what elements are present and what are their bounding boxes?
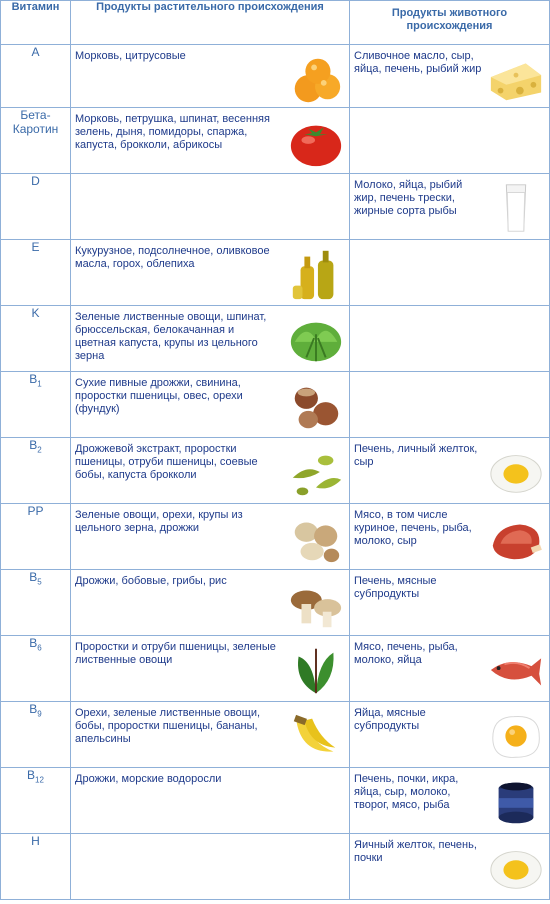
- vitamin-cell: [1, 240, 71, 306]
- animal-products-text: Сливочное масло, сыр, яйца, печень, рыбий жир: [354, 50, 482, 75]
- vitamin-subscript: 5: [37, 577, 42, 587]
- header-plant: Продукты растительного происхождения: [71, 1, 350, 45]
- animal-cell: [350, 45, 550, 108]
- animal-cell: [350, 834, 550, 900]
- vitamin-subscript: 9: [37, 709, 42, 719]
- mushrooms-icon: [287, 576, 345, 632]
- table-row: [1, 768, 550, 834]
- vitamin-name: K: [31, 306, 40, 320]
- plant-products-text: Морковь, петрушка, шпинат, весенняя зелень, дыня, помидоры, спаржа, капуста, брокколи, абрикосы: [75, 113, 270, 151]
- animal-cell: [350, 372, 550, 438]
- table-row: [1, 45, 550, 108]
- soybeans-icon: [287, 444, 345, 500]
- plant-products-text: [71, 174, 349, 179]
- animal-products-text: Мясо, в том числе куриное, печень, рыба, молоко, сыр: [354, 509, 472, 547]
- animal-cell: [350, 240, 550, 306]
- table-row: [1, 570, 550, 636]
- boiled-egg-icon: [487, 444, 545, 500]
- plant-cell: [71, 504, 350, 570]
- table-body: [1, 45, 550, 900]
- animal-products-text: [350, 240, 549, 245]
- vitamin-subscript: 1: [37, 379, 42, 389]
- nuts-mix-icon: [287, 510, 345, 566]
- vitamin-cell: [1, 306, 71, 372]
- animal-cell: [350, 174, 550, 240]
- animal-products-text: Печень, мясные субпродукты: [354, 575, 437, 600]
- spinach-icon: [287, 642, 345, 698]
- vitamin-name: D: [31, 174, 40, 188]
- plant-products-text: Зеленые лиственные овощи, шпинат, брюссельская, белокачанная и цветная капуста, крупы из цельного зерна: [75, 311, 267, 362]
- table-row: [1, 702, 550, 768]
- animal-products-text: Мясо, печень, рыба, молоко, яйца: [354, 641, 458, 666]
- animal-products-text: Яичный желток, печень, почки: [354, 839, 477, 864]
- vitamin-subscript: 2: [37, 445, 42, 455]
- vitamin-name: B: [29, 372, 38, 386]
- milk-glass-icon: [487, 180, 545, 236]
- vitamin-cell: [1, 570, 71, 636]
- animal-products-text: Яйца, мясные субпродукты: [354, 707, 426, 732]
- plant-cell: [71, 570, 350, 636]
- animal-cell: [350, 768, 550, 834]
- animal-cell: [350, 636, 550, 702]
- vitamin-name: H: [31, 834, 40, 848]
- plant-products-text: Зеленые овощи, орехи, крупы из цельного зерна, дрожжи: [75, 509, 243, 534]
- plant-products-text: Сухие пивные дрожжи, свинина, проростки пшеницы, овес, орехи (фундук): [75, 377, 243, 415]
- vitamin-cell: [1, 636, 71, 702]
- plant-products-text: [71, 834, 349, 839]
- plant-products-text: Дрожжевой экстракт, проростки пшеницы, отруби пшеницы, соевые бобы, капуста брокколи: [75, 443, 258, 481]
- ham-icon: [487, 510, 545, 566]
- table-row: [1, 834, 550, 900]
- oranges-icon: [287, 51, 345, 107]
- plant-products-text: Дрожжи, морские водоросли: [75, 773, 222, 785]
- table-row: [1, 438, 550, 504]
- animal-cell: [350, 504, 550, 570]
- vitamin-name: E: [31, 240, 40, 254]
- header-row: [1, 1, 550, 45]
- plant-cell: [71, 768, 350, 834]
- vitamin-subscript: 12: [35, 775, 44, 785]
- animal-cell: [350, 306, 550, 372]
- animal-cell: [350, 108, 550, 174]
- plant-cell: [71, 636, 350, 702]
- animal-products-text: Печень, почки, икра, яйца, сыр, молоко, творог, мясо, рыба: [354, 773, 459, 811]
- vitamin-name: Бета-Каротин: [12, 108, 59, 136]
- header-animal: Продукты животного происхождения: [350, 1, 550, 45]
- table-row: [1, 636, 550, 702]
- vitamin-cell: [1, 372, 71, 438]
- vitamin-name: B: [29, 438, 38, 452]
- table-row: [1, 108, 550, 174]
- animal-products-text: [350, 306, 549, 311]
- vitamin-name: B: [29, 570, 38, 584]
- plant-cell: [71, 108, 350, 174]
- animal-products-text: [350, 372, 549, 377]
- banana-icon: [287, 708, 345, 764]
- vitamin-cell: [1, 702, 71, 768]
- vitamin-name: B: [29, 702, 38, 716]
- hazelnuts-icon: [287, 378, 345, 434]
- vitamin-cell: [1, 174, 71, 240]
- vitamin-name: B: [27, 768, 36, 782]
- boiled-egg-icon: [487, 840, 545, 896]
- plant-products-text: Дрожжи, бобовые, грибы, рис: [75, 575, 227, 587]
- table-row: [1, 504, 550, 570]
- fish-icon: [487, 642, 545, 698]
- header-vitamin: Витамин: [1, 1, 71, 45]
- table-row: [1, 306, 550, 372]
- plant-products-text: Кукурузное, подсолнечное, оливковое масла, горох, облепиха: [75, 245, 270, 270]
- vitamin-cell: [1, 504, 71, 570]
- vitamin-cell: [1, 438, 71, 504]
- vitamin-cell: [1, 108, 71, 174]
- fried-egg-icon: [487, 708, 545, 764]
- plant-products-text: Орехи, зеленые лиственные овощи, бобы, проростки пшеницы, бананы, апельсины: [75, 707, 261, 745]
- caviar-jar-icon: [487, 774, 545, 830]
- vitamin-name: B: [29, 636, 38, 650]
- plant-cell: [71, 834, 350, 900]
- plant-cell: [71, 240, 350, 306]
- plant-cell: [71, 702, 350, 768]
- table-row: [1, 240, 550, 306]
- animal-cell: [350, 438, 550, 504]
- animal-cell: [350, 702, 550, 768]
- table-row: [1, 372, 550, 438]
- vitamin-cell: [1, 45, 71, 108]
- animal-products-text: Печень, личный желток, сыр: [354, 443, 478, 468]
- vitamin-name: A: [31, 45, 40, 59]
- plant-cell: [71, 306, 350, 372]
- plant-cell: [71, 438, 350, 504]
- table-row: [1, 174, 550, 240]
- cheese-icon: [487, 51, 545, 107]
- plant-products-text: Проростки и отруби пшеницы, зеленые лиственные овощи: [75, 641, 276, 666]
- animal-products-text: [350, 108, 549, 113]
- lettuce-icon: [287, 312, 345, 368]
- vitamin-name: PP: [27, 504, 44, 518]
- vitamin-subscript: 6: [37, 643, 42, 653]
- oil-bottles-icon: [287, 246, 345, 302]
- vitamin-cell: [1, 768, 71, 834]
- animal-cell: [350, 570, 550, 636]
- tomato-icon: [287, 114, 345, 170]
- animal-products-text: Молоко, яйца, рыбий жир, печень трески, жирные сорта рыбы: [354, 179, 463, 217]
- plant-cell: [71, 45, 350, 108]
- plant-cell: [71, 174, 350, 240]
- vitamin-cell: [1, 834, 71, 900]
- plant-cell: [71, 372, 350, 438]
- plant-products-text: Морковь, цитрусовые: [75, 50, 186, 62]
